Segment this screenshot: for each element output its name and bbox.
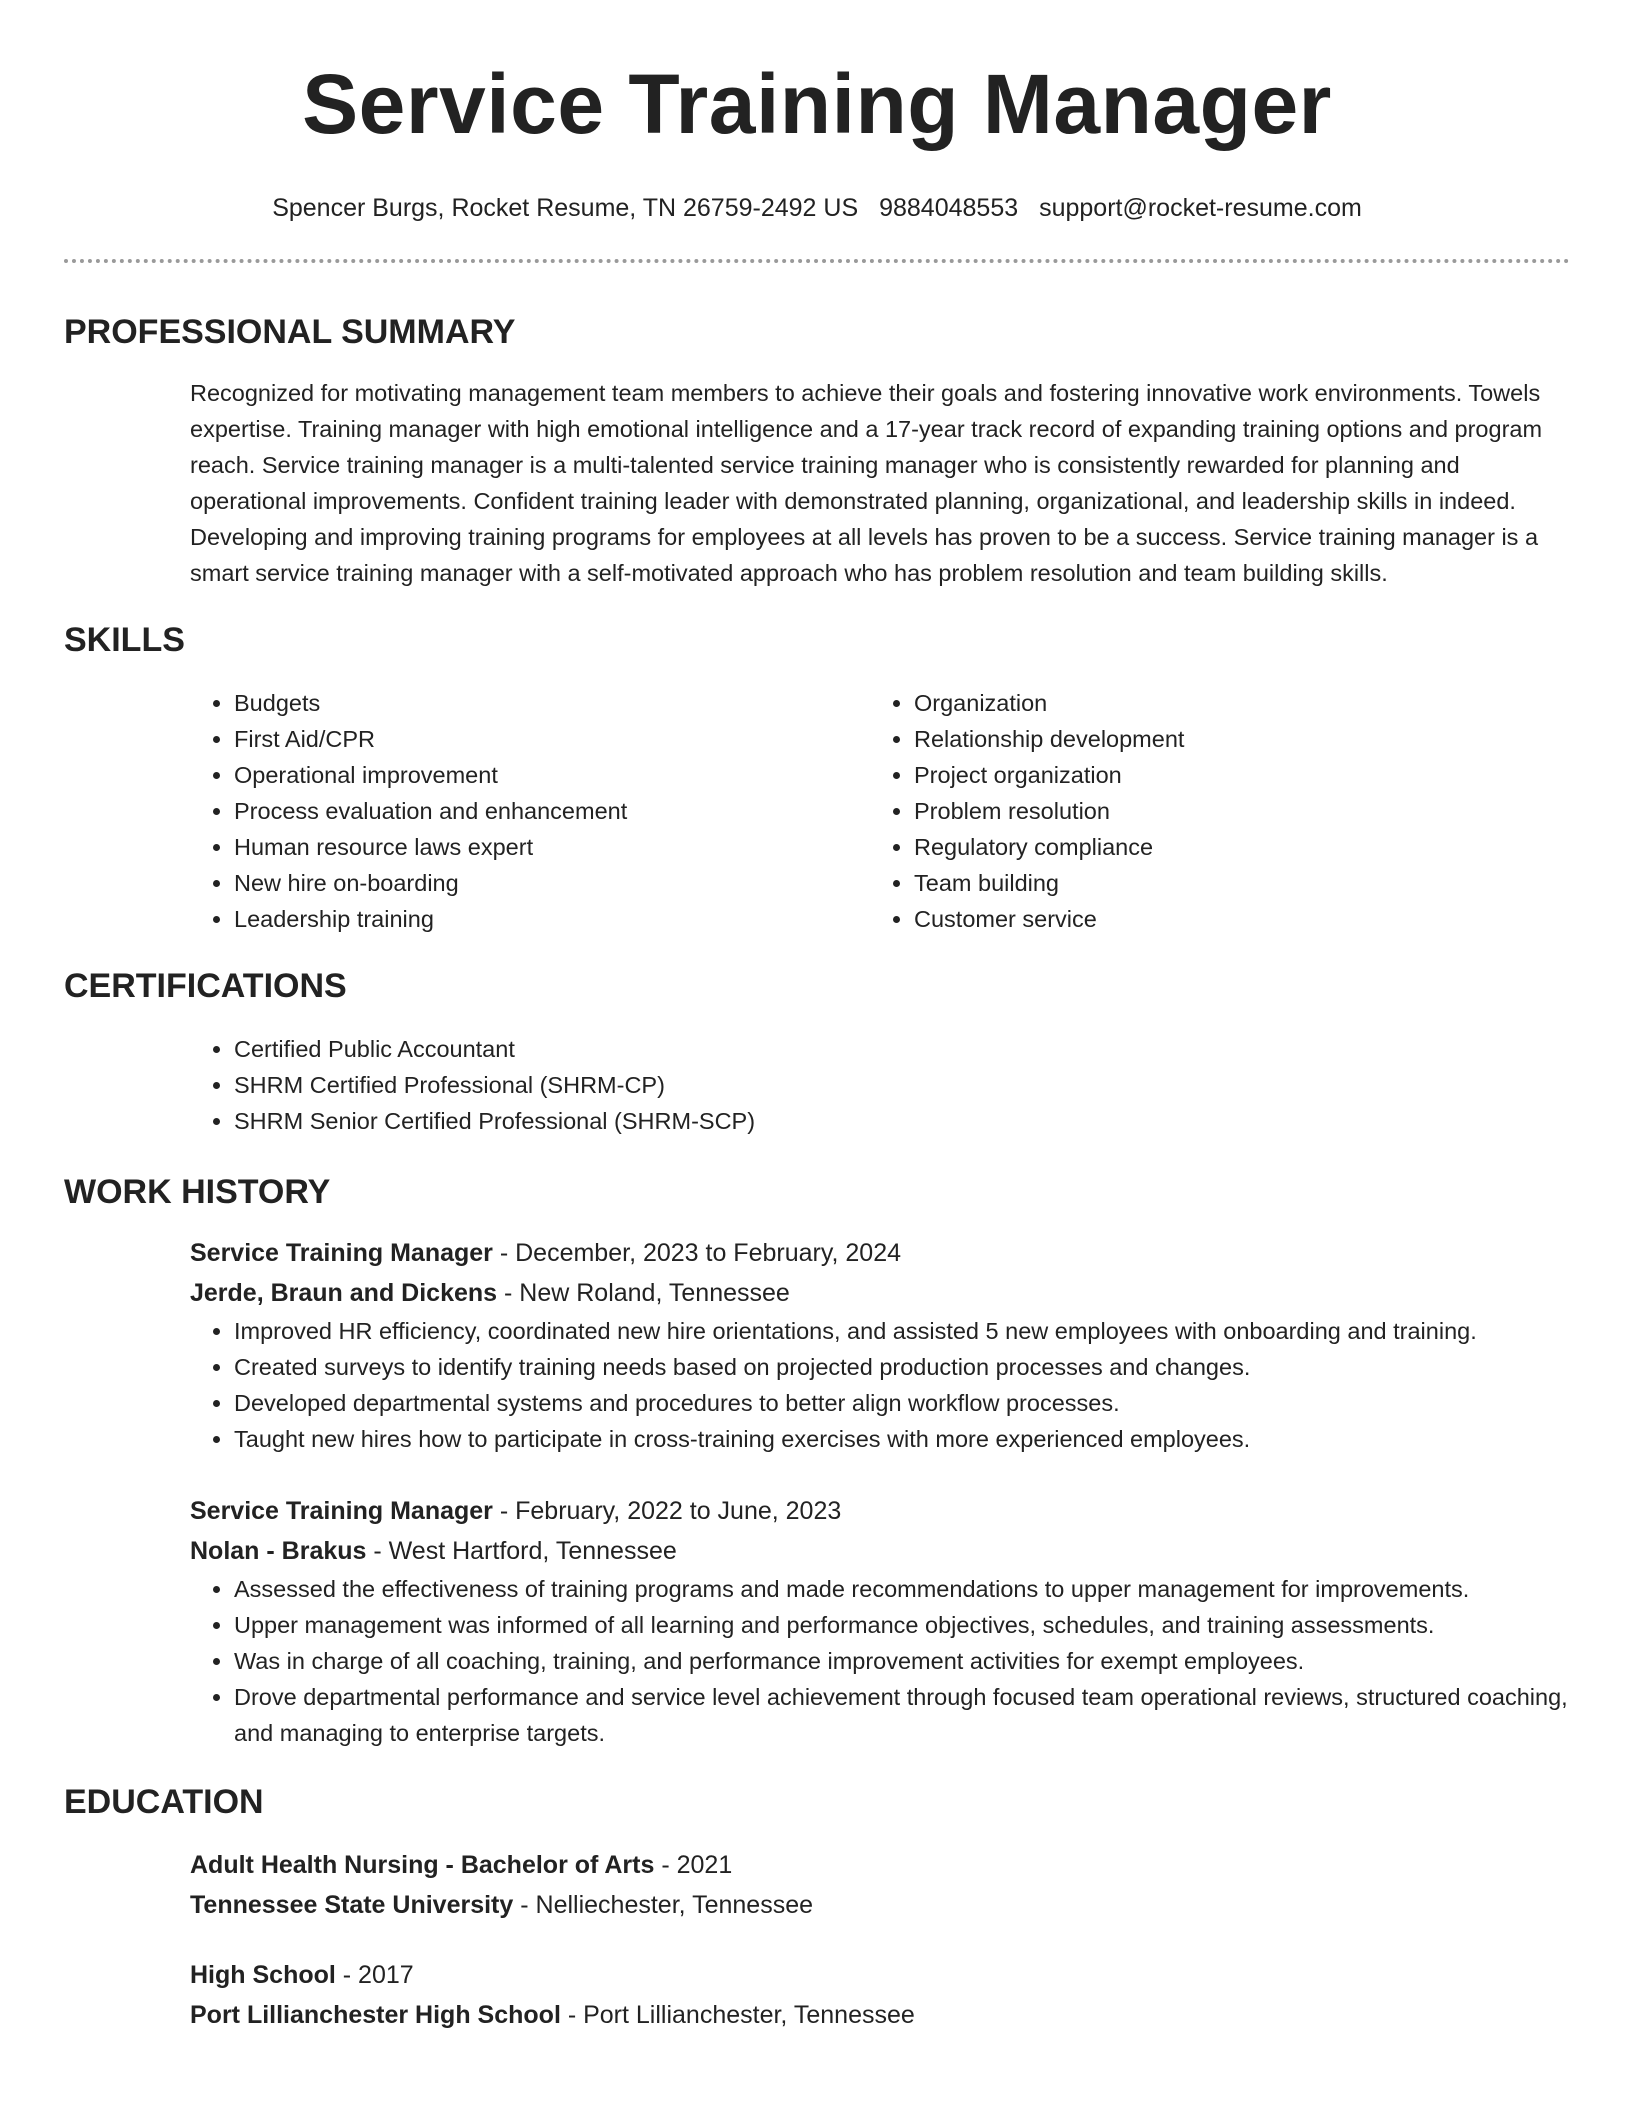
skills-columns — [190, 685, 1570, 937]
skill-item: • Relationship development — [914, 721, 1550, 757]
certifications-heading: CERTIFICATIONS — [64, 967, 347, 1005]
education-school: Port Lillianchester High School — [190, 2001, 561, 2029]
contact-address: Spencer Burgs, Rocket Resume, TN 26759-2492 US — [272, 194, 859, 222]
skill-item: • Customer service — [914, 901, 1550, 937]
skill-item: • Leadership training — [234, 901, 870, 937]
job-bullet: • Created surveys to identify training needs based on projected production processes and changes. — [234, 1349, 1570, 1385]
skill-item: • Human resource laws expert — [234, 829, 870, 865]
job-bullet: • Assessed the effectiveness of training programs and made recommendations to upper management for improvements. — [234, 1571, 1570, 1607]
summary-text: Recognized for motivating management team members to achieve their goals and fostering innovative work environments. Towels expertise. Training manager with high emotional intelligence and a 17-year track record of expanding training options and program reach. Service training manager is a multi-talented service training manager who is consistently rewarded for planning and operational improvements. Confident training leader with demonstrated planning, organizational, and leadership skills in indeed. Developing and improving training programs for employees at all levels has proven to be a success. Service training manager is a smart service training manager with a self-motivated approach who has problem resolution and team building skills. — [190, 380, 1543, 586]
job-role: Service Training Manager — [190, 1497, 493, 1525]
education-heading: EDUCATION — [64, 1783, 264, 1821]
job-role: Service Training Manager — [190, 1239, 493, 1267]
job-company-line — [190, 1531, 1570, 1571]
job-bullet: • Developed departmental systems and procedures to better align workflow processes. — [234, 1385, 1570, 1421]
education-degree-line — [190, 1955, 1570, 1995]
resume-header — [64, 0, 1570, 263]
job-bullet: • Improved HR efficiency, coordinated new hire orientations, and assisted 5 new employees with onboarding and training. — [234, 1313, 1570, 1349]
education-location: - Port Lillianchester, Tennessee — [560, 2001, 915, 2029]
certification-item: • SHRM Senior Certified Professional (SHRM-SCP) — [234, 1103, 1570, 1139]
skills-column-left — [190, 685, 870, 937]
work-history-heading: WORK HISTORY — [64, 1173, 331, 1211]
job-entry — [190, 1233, 1570, 1457]
contact-email: support@rocket-resume.com — [1039, 194, 1362, 222]
education-school-line — [190, 1995, 1570, 2035]
job-bullet: • Upper management was informed of all learning and performance objectives, schedules, and training assessments. — [234, 1607, 1570, 1643]
header-divider — [64, 259, 1570, 263]
contact-phone: 9884048553 — [879, 194, 1019, 222]
skill-item: • Budgets — [234, 685, 870, 721]
education-year: - 2021 — [654, 1851, 733, 1879]
education-degree-line — [190, 1845, 1570, 1885]
education-school-line — [190, 1885, 1570, 1925]
job-entry — [190, 1491, 1570, 1751]
education-degree: Adult Health Nursing - Bachelor of Arts — [190, 1851, 655, 1879]
job-location: - West Hartford, Tennessee — [366, 1537, 677, 1565]
skill-item: • First Aid/CPR — [234, 721, 870, 757]
education-entry — [190, 1955, 1570, 2035]
job-bullet: • Taught new hires how to participate in cross-training exercises with more experienced employees. — [234, 1421, 1570, 1457]
job-bullet: • Was in charge of all coaching, training, and performance improvement activities for exempt employees. — [234, 1643, 1570, 1679]
skills-column-right — [870, 685, 1550, 937]
certification-item: • SHRM Certified Professional (SHRM-CP) — [234, 1067, 1570, 1103]
summary-heading: PROFESSIONAL SUMMARY — [64, 313, 516, 351]
certification-item: • Certified Public Accountant — [234, 1031, 1570, 1067]
skills-list-right — [870, 685, 1550, 937]
education-entry — [190, 1845, 1570, 1925]
skill-item: • Project organization — [914, 757, 1550, 793]
certifications-block — [190, 1031, 1570, 1139]
job-company-line — [190, 1273, 1570, 1313]
skills-list-left — [190, 685, 870, 937]
job-title-line — [190, 1491, 1570, 1531]
education-year: - 2017 — [335, 1961, 414, 1989]
skill-item: • Regulatory compliance — [914, 829, 1550, 865]
skill-item: • New hire on-boarding — [234, 865, 870, 901]
skill-item: • Process evaluation and enhancement — [234, 793, 870, 829]
education-location: - Nelliechester, Tennessee — [513, 1891, 814, 1919]
job-bullets — [190, 1571, 1570, 1751]
resume-name: Service Training Manager — [302, 57, 1332, 151]
skill-item: • Operational improvement — [234, 757, 870, 793]
skill-item: • Problem resolution — [914, 793, 1550, 829]
job-company: Nolan - Brakus — [190, 1537, 367, 1565]
job-location: - New Roland, Tennessee — [497, 1279, 790, 1307]
skill-item: • Team building — [914, 865, 1550, 901]
education-school: Tennessee State University — [190, 1891, 514, 1919]
certifications-list — [190, 1031, 1570, 1139]
job-dates: - December, 2023 to February, 2024 — [492, 1239, 901, 1267]
contact-line — [64, 192, 1570, 224]
skill-item: • Organization — [914, 685, 1550, 721]
job-bullets — [190, 1313, 1570, 1457]
job-title-line — [190, 1233, 1570, 1273]
job-company: Jerde, Braun and Dickens — [190, 1279, 498, 1307]
skills-heading: SKILLS — [64, 621, 185, 659]
job-bullet: • Drove departmental performance and service level achievement through focused team operational reviews, structured coaching, and managing to enterprise targets. — [234, 1679, 1570, 1751]
education-degree: High School — [190, 1961, 336, 1989]
job-dates: - February, 2022 to June, 2023 — [492, 1497, 842, 1525]
